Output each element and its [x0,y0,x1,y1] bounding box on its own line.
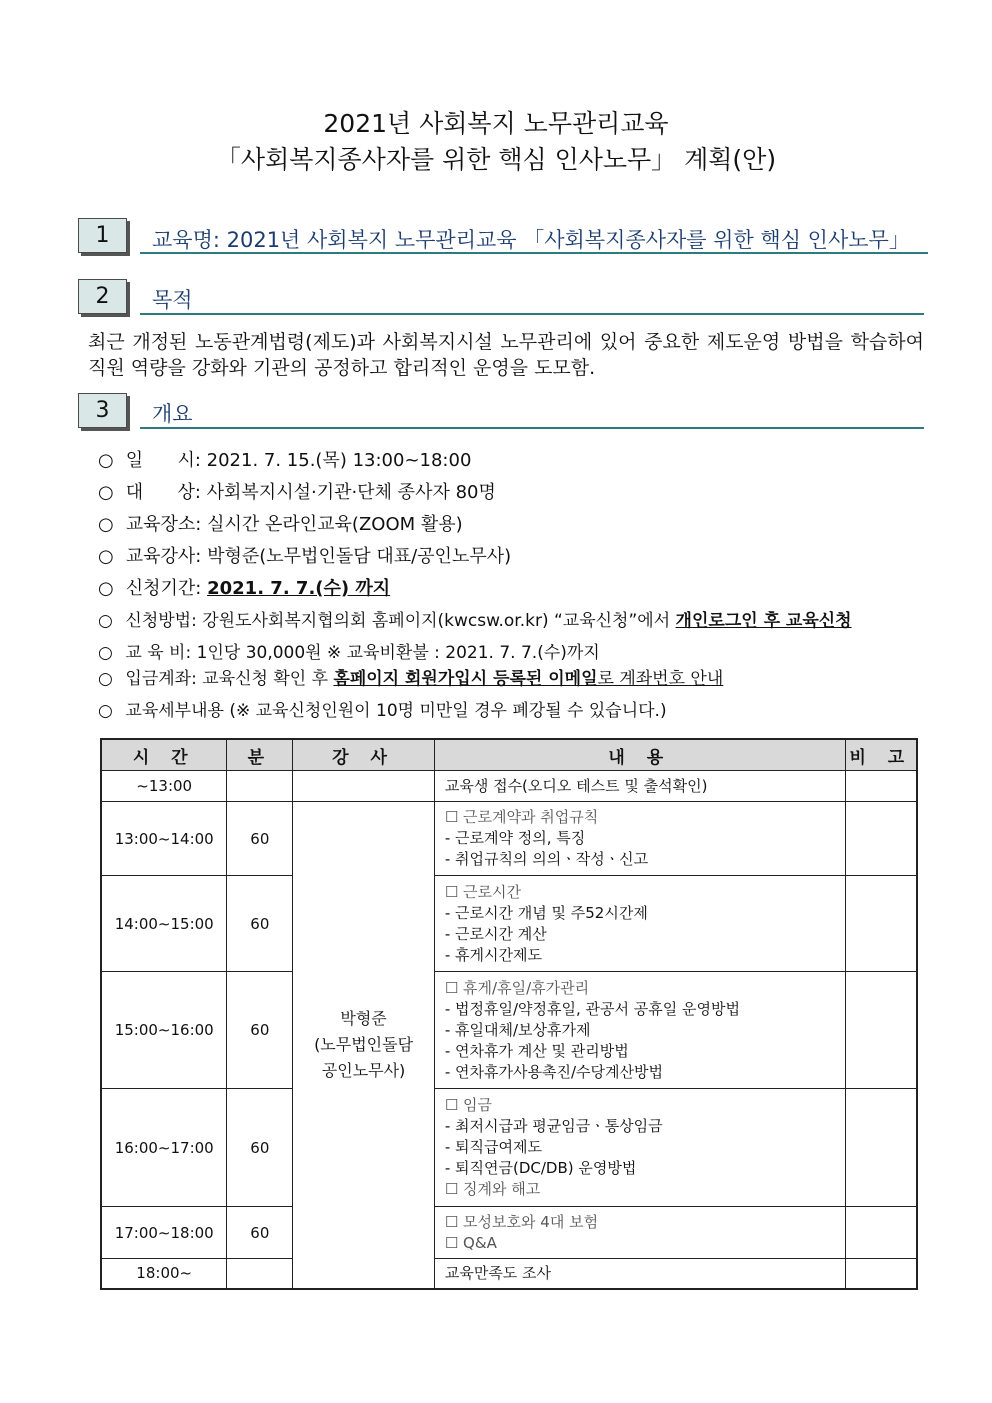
item-value-underlined: 개인로그인 후 교육신청 [675,611,852,631]
header-minutes: 분 [227,739,293,771]
overview-item-period [98,574,390,600]
table-header-row [101,739,917,771]
section-title-2: 목적 [152,288,193,312]
section-number-3: 3 [78,393,127,428]
item-value: 2021. 7. 15.(목) 13:00~18:00 [206,450,472,471]
circle-bullet-icon: ○ [98,701,113,721]
cell-content [434,771,845,802]
cell-minutes [227,1259,293,1289]
overview-item-date [98,446,471,472]
cell-content [434,1089,845,1207]
item-value: (※ 교육신청인원이 10명 미만일 경우 폐강될 수 있습니다.) [229,701,667,721]
section-title-3: 개요 [152,402,193,426]
instructor-name: 박형준 [340,1008,387,1028]
cell-note [845,1259,917,1289]
content-line: - 퇴직연금(DC/DB) 운영방법 [444,1159,637,1177]
cell-content [434,876,845,972]
item-value: 강원도사회복지협의회 홈페이지(kwcsw.or.kr) “교육신청”에서 [202,611,671,631]
item-label: 입금계좌: [125,669,197,689]
content-line: - 근로시간 개념 및 주52시간제 [444,903,648,922]
item-label: 교육장소: [125,514,202,535]
content-heading: ☐ Q&A [444,1233,497,1252]
item-value: 교육신청 확인 후 [202,669,328,689]
table-row [101,1089,917,1207]
schedule-table [100,738,918,1290]
document-title-line1: 2021년 사회복지 노무관리교육 [323,109,669,138]
cell-time: ~13:00 [101,771,227,802]
table-row [101,771,917,802]
content-line: - 연차휴가사용촉진/수당계산방법 [444,1062,663,1081]
content-line: - 휴게시간제도 [444,945,542,964]
item-value: 실시간 온라인교육(ZOOM 활용) [207,514,463,535]
document-title-line2: 「사회복지종사자를 위한 핵심 인사노무」 계획(안) [215,145,777,174]
item-value: 사회복지시설·기관·단체 종사자 80명 [206,482,496,503]
cell-minutes: 60 [227,876,293,972]
circle-bullet-icon: ○ [98,669,113,689]
item-label: 교 육 비: [125,643,192,663]
header-content: 내 용 [434,739,845,771]
cell-time: 18:00~ [101,1259,227,1289]
item-value: 1인당 30,000원 ※ 교육비환불 : 2021. 7. 7.(수)까지 [196,643,600,663]
item-value-tail: 로 계좌번호 안내 [597,669,724,689]
cell-minutes: 60 [227,802,293,876]
content-line: - 근로시간 계산 [444,924,547,943]
header-note: 비 고 [845,739,917,771]
item-label: 대 상: [125,482,201,503]
overview-item-fee [98,638,600,663]
content-line: - 취업규칙의 의의ㆍ작성ㆍ신고 [444,850,649,868]
cell-note [845,771,917,802]
cell-time: 13:00~14:00 [101,802,227,876]
table-row [101,876,917,972]
instructor-title: 공인노무사) [321,1060,406,1080]
item-label: 교육강사: [125,546,202,567]
cell-note [845,1089,917,1207]
cell-content [434,1259,845,1289]
overview-item-method [98,606,852,631]
cell-time: 16:00∼17:00 [101,1089,227,1207]
overview-item-target [98,478,496,504]
header-time: 시 간 [101,739,227,771]
purpose-text: 최근 개정된 노동관계법령(제도)과 사회복지시설 노무관리에 있어 중요한 제도운영 방법을 학습하여 직원 역량을 강화와 기관의 공정하고 합리적인 운영을 도모함. [88,331,924,379]
cell-time: 14:00∼15:00 [101,876,227,972]
content-heading: ☐ 휴게/휴일/휴가관리 [444,978,590,997]
cell-time: 17:00∼18:00 [101,1207,227,1259]
section-divider-3 [140,427,924,429]
item-value: 박형준(노무법인돌담 대표/공인노무사) [207,546,512,567]
instructor-org: (노무법인돌담 [314,1034,414,1054]
circle-bullet-icon: ○ [98,482,114,503]
cell-minutes [227,771,293,802]
circle-bullet-icon: ○ [98,611,113,631]
table-row [101,972,917,1089]
content-line: - 퇴직급여제도 [444,1138,542,1156]
content-line: 교육만족도 조사 [444,1263,552,1282]
item-label: 신청방법: [125,611,197,631]
cell-note [845,802,917,876]
cell-minutes: 60 [227,1207,293,1259]
cell-note [845,972,917,1089]
item-value-underlined: 홈페이지 회원가입시 등록된 이메일 [333,669,598,689]
overview-item-details [98,696,667,721]
content-heading: ☐ 징계와 해고 [444,1180,541,1198]
overview-item-venue [98,510,463,536]
cell-content [434,1207,845,1259]
content-heading: ☐ 임금 [444,1096,493,1114]
cell-note [845,876,917,972]
circle-bullet-icon: ○ [98,578,114,599]
cell-content [434,972,845,1089]
content-line: 교육생 접수(오디오 테스트 및 출석확인) [444,776,708,795]
cell-time: 15:00∼16:00 [101,972,227,1089]
overview-item-instructor [98,542,511,568]
header-instructor: 강 사 [293,739,435,771]
overview-item-account [98,664,723,689]
cell-instructor-empty [293,771,435,802]
content-line: - 법정휴일/약정휴일, 관공서 공휴일 운영방법 [444,999,740,1018]
circle-bullet-icon: ○ [98,450,114,471]
table-row [101,1207,917,1259]
cell-instructor [293,802,435,1289]
cell-minutes: 60 [227,1089,293,1207]
section-divider-1 [140,252,928,254]
section-title-1: 교육명: 2021년 사회복지 노무관리교육 「사회복지종사자를 위한 핵심 인사노무」 [152,228,910,252]
content-heading: ☐ 근로계약과 취업규칙 [444,808,599,826]
content-heading: ☐ 근로시간 [444,882,522,901]
circle-bullet-icon: ○ [98,643,113,663]
cell-minutes: 60 [227,972,293,1089]
content-line: - 최저시급과 평균임금ㆍ통상임금 [444,1117,663,1135]
table-row [101,1259,917,1289]
table-row [101,802,917,876]
item-value-underlined: 2021. 7. 7.(수) 까지 [207,578,391,599]
item-label: 일 시: [125,450,201,471]
content-heading: ☐ 모성보호와 4대 보험 [444,1212,599,1231]
content-line: - 근로계약 정의, 특징 [444,829,586,847]
item-label: 신청기간: [125,578,202,599]
content-line: - 연차휴가 계산 및 관리방법 [444,1041,629,1060]
section-divider-2 [140,313,924,315]
section-number-2: 2 [78,279,127,314]
content-line: - 휴일대체/보상휴가제 [444,1020,591,1039]
section-number-1: 1 [78,218,127,253]
circle-bullet-icon: ○ [98,546,114,567]
circle-bullet-icon: ○ [98,514,114,535]
cell-content [434,802,845,876]
item-label: 교육세부내용 [125,701,224,721]
cell-note [845,1207,917,1259]
